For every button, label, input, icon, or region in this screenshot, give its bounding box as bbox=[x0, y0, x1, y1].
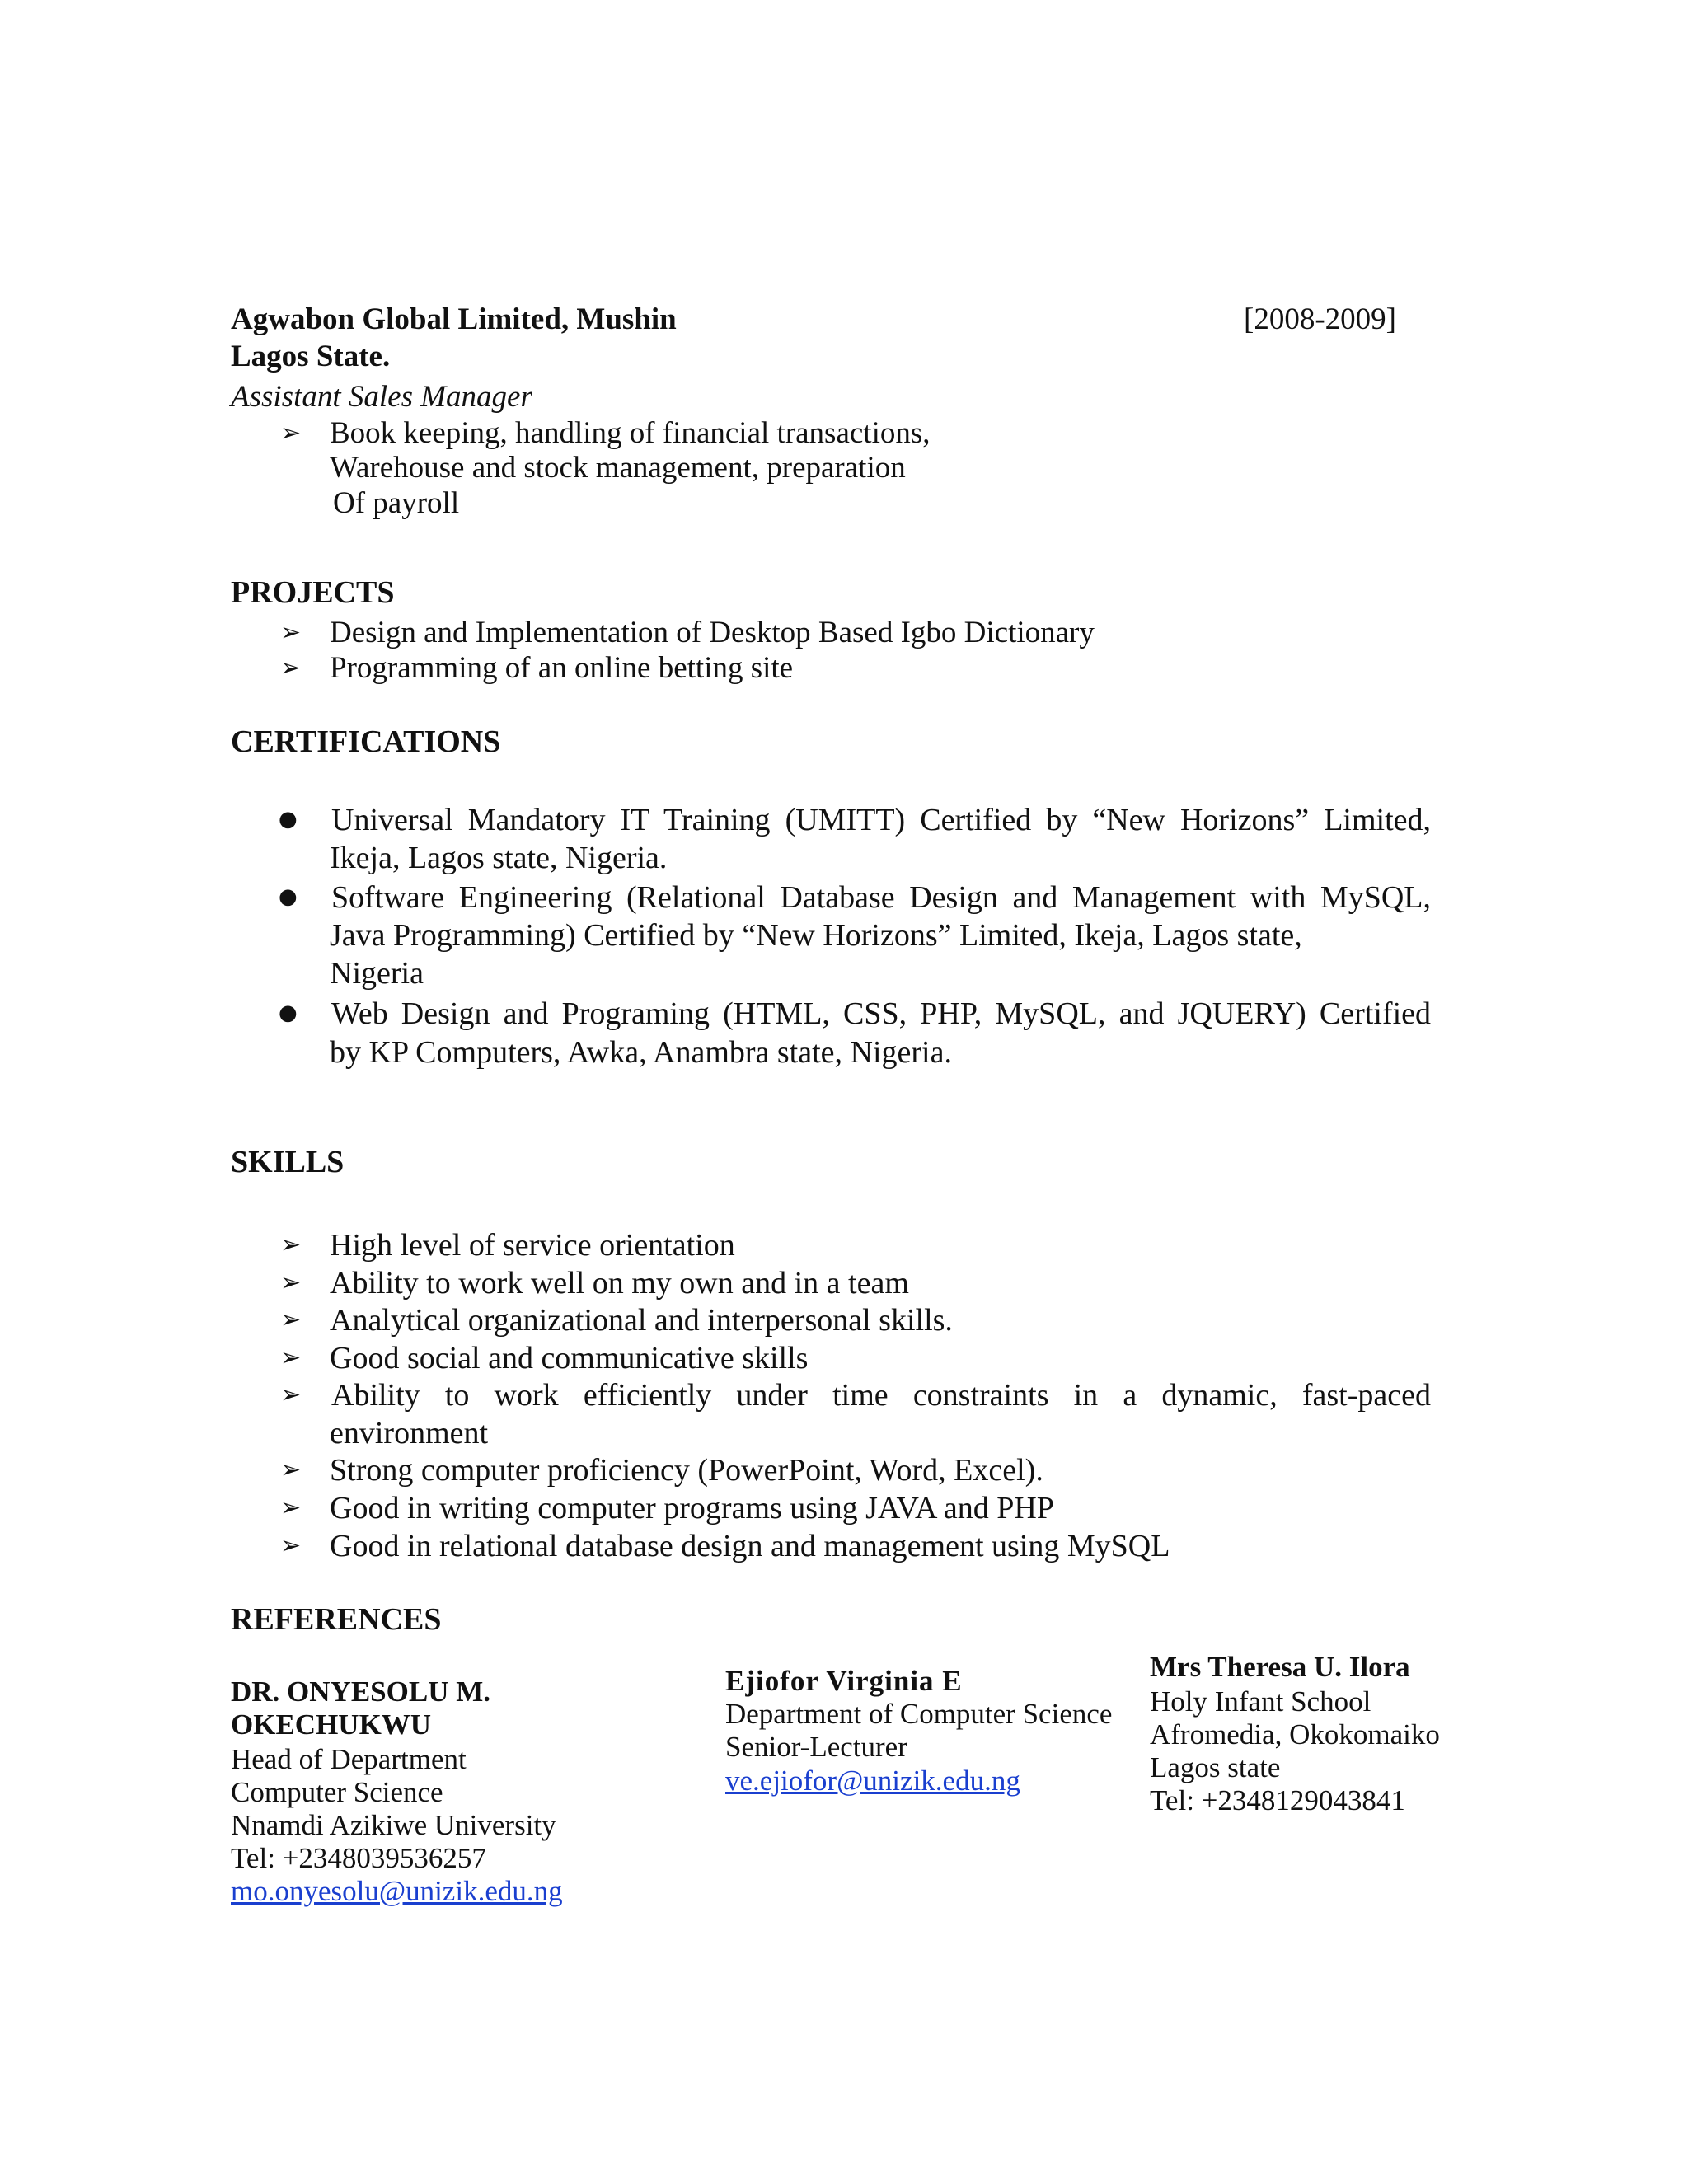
reference-name: OKECHUKWU bbox=[231, 1708, 432, 1741]
reference-institution: Holy Infant School bbox=[1150, 1685, 1372, 1718]
reference-institution: Nnamdi Azikiwe University bbox=[231, 1809, 556, 1841]
employment-period: [2008-2009] bbox=[1244, 302, 1396, 336]
skill-item: Ability to work well on my own and in a team bbox=[330, 1266, 909, 1301]
certification-line: Nigeria bbox=[330, 956, 424, 991]
skills-heading: SKILLS bbox=[231, 1145, 345, 1179]
arrow-bullet-icon: ➢ bbox=[280, 1455, 302, 1484]
reference-name: DR. ONYESOLU M. bbox=[231, 1675, 491, 1708]
company-location: Lagos State. bbox=[231, 340, 391, 373]
skill-item-continued: environment bbox=[330, 1416, 489, 1451]
company-name: Agwabon Global Limited, Mushin bbox=[231, 302, 677, 336]
certifications-heading: CERTIFICATIONS bbox=[231, 724, 501, 759]
project-item: Design and Implementation of Desktop Based Igbo Dictionary bbox=[330, 616, 1095, 649]
reference-name: Ejiofor Virginia E bbox=[725, 1665, 963, 1697]
reference-email-link[interactable]: mo.onyesolu@unizik.edu.ng bbox=[231, 1875, 563, 1907]
certification-line: Software Engineering (Relational Database Design and Management with MySQL, bbox=[331, 880, 1431, 915]
arrow-bullet-icon: ➢ bbox=[280, 618, 302, 647]
round-bullet-icon: ● bbox=[279, 1001, 298, 1025]
certification-line: Java Programming) Certified by “New Horizons” Limited, Ikeja, Lagos state, bbox=[330, 918, 1302, 953]
arrow-bullet-icon: ➢ bbox=[280, 1305, 302, 1334]
reference-state: Lagos state bbox=[1150, 1751, 1281, 1783]
reference-position: Senior-Lecturer bbox=[725, 1731, 907, 1763]
reference-address: Afromedia, Okokomaiko bbox=[1150, 1718, 1440, 1750]
skill-item: Good social and communicative skills bbox=[330, 1341, 809, 1376]
reference-email-link[interactable]: ve.ejiofor@unizik.edu.ng bbox=[725, 1765, 1020, 1797]
duties-line: Of payroll bbox=[333, 486, 460, 520]
arrow-bullet-icon: ➢ bbox=[280, 1531, 302, 1560]
arrow-bullet-icon: ➢ bbox=[280, 1268, 302, 1297]
reference-department: Department of Computer Science bbox=[725, 1698, 1113, 1730]
skill-item: Strong computer proficiency (PowerPoint, Word, Excel). bbox=[330, 1453, 1043, 1488]
skill-item: Ability to work efficiently under time constraints in a dynamic, fast-paced bbox=[331, 1378, 1431, 1413]
arrow-bullet-icon: ➢ bbox=[280, 1493, 302, 1522]
reference-position: Head of Department bbox=[231, 1743, 467, 1775]
arrow-bullet-icon: ➢ bbox=[280, 1230, 302, 1259]
job-role: Assistant Sales Manager bbox=[231, 380, 532, 414]
project-item: Programming of an online betting site bbox=[330, 651, 794, 685]
skill-item: Good in writing computer programs using JAVA and PHP bbox=[330, 1491, 1054, 1526]
reference-name: Mrs Theresa U. Ilora bbox=[1150, 1651, 1410, 1683]
round-bullet-icon: ● bbox=[279, 807, 298, 832]
arrow-bullet-icon: ➢ bbox=[280, 419, 302, 448]
reference-phone: Tel: +2348129043841 bbox=[1150, 1784, 1405, 1816]
duties-line: Warehouse and stock management, preparation bbox=[330, 451, 906, 485]
skill-item: Good in relational database design and management using MySQL bbox=[330, 1529, 1170, 1563]
skill-item: Analytical organizational and interpersonal skills. bbox=[330, 1303, 953, 1338]
certification-line: by KP Computers, Awka, Anambra state, Nigeria. bbox=[330, 1035, 952, 1070]
round-bullet-icon: ● bbox=[279, 884, 298, 909]
arrow-bullet-icon: ➢ bbox=[280, 1343, 302, 1372]
certification-line: Web Design and Programing (HTML, CSS, PHP, MySQL, and JQUERY) Certified bbox=[331, 996, 1431, 1031]
certification-line: Ikeja, Lagos state, Nigeria. bbox=[330, 841, 668, 875]
reference-department: Computer Science bbox=[231, 1776, 443, 1808]
arrow-bullet-icon: ➢ bbox=[280, 654, 302, 682]
skill-item: High level of service orientation bbox=[330, 1228, 735, 1263]
reference-phone: Tel: +2348039536257 bbox=[231, 1842, 486, 1874]
references-heading: REFERENCES bbox=[231, 1602, 442, 1637]
arrow-bullet-icon: ➢ bbox=[280, 1380, 302, 1409]
duties-line: Book keeping, handling of financial transactions, bbox=[330, 416, 931, 450]
certification-line: Universal Mandatory IT Training (UMITT) Certified by “New Horizons” Limited, bbox=[331, 803, 1431, 837]
projects-heading: PROJECTS bbox=[231, 575, 395, 610]
